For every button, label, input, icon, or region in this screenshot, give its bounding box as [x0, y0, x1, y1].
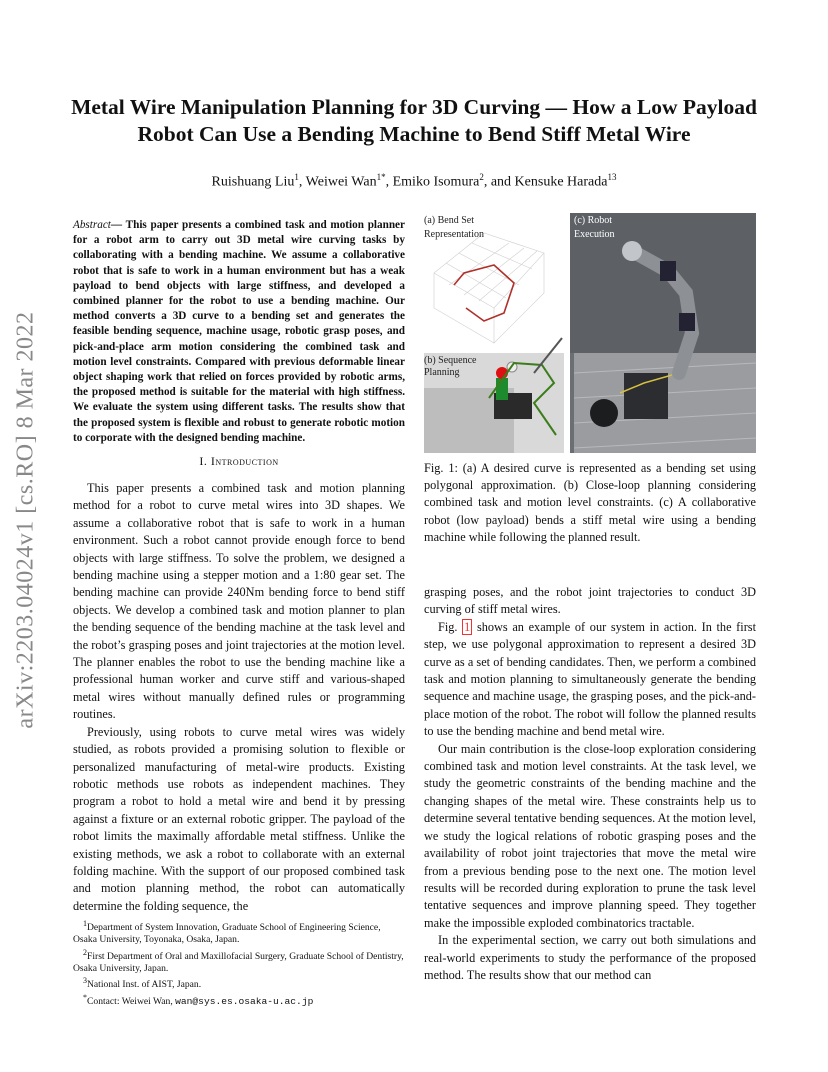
contact-email[interactable]: wan@sys.es.osaka-u.ac.jp [175, 995, 314, 1007]
paragraph: This paper presents a combined task and motion planning method for a robot to curve metal wires into 3D shapes. We assume a collaborative robot that is safe to work in a human environment. Such a robot cannot provide enough force to bend objects with large stiffness. To solve the problem, we designed a bending machine using a stepper motion and a 1:80 gear set. The bending machine can provide 240Nm bending force to bend stiff objects. We develop a combined task and motion planner to plan the bending sequence of the bending machine at the task level and the robot’s grasping poses and joint trajectories at the motion level. The planner enables the robot to use the bending machine like a professional human worker and curve stiff and various-shaped metal wires without manually defined rules or programming routines. [73, 481, 405, 722]
arxiv-watermark [6, 290, 46, 750]
robot-joint-band [679, 313, 695, 331]
robot-joint-band [660, 261, 676, 281]
label-c-line1: (c) Robot [574, 215, 613, 226]
abstract-label: Abstract [73, 219, 111, 231]
author: Weiwei Wan [305, 174, 377, 190]
paragraph: In the experimental section, we carry out both simulations and real-world experiments to study the performance of the proposed method. The results show that our method can [424, 933, 756, 982]
abstract [73, 218, 405, 446]
author-line: Ruishuang Liu$^1$, Weiwei Wan$^{1*}$, Emiko Isomura$^2$, and Kensuke Harada$^{13}$ [211, 172, 617, 190]
paragraph: Previously, using robots to curve metal wires was widely studied, as robots provided a promising solution to flexible or personalized manufacturing of metal-wire products. Existing robotic methods use robots as independent machines. They program a robot to hold a metal wire and bend it by pressing against a fixture or an external robotic gripper. The payload of the robot limits the maximally affordable metal stiffness. Unlike the existing methods, we ask a robot to collaborate with an external folding machine. With the support of our proposed combined task and motion planning method, the robot can automatically determine the folding sequence, the [73, 724, 405, 913]
bending-machine [624, 373, 668, 419]
figure-1 [424, 213, 756, 453]
section-title: Introduction [210, 454, 279, 468]
author-affiliation: 1 [294, 172, 299, 182]
footnote: $^1$Department of System Innovation, Graduate School of Engineering Science, Osaka University, Toyonaka, Osaka, Japan. [73, 919, 381, 946]
abstract-text: — This paper presents a combined task and motion planner for a robot arm to carry out 3D metal wire curving tasks by collaborating with a bending machine. We assume a collaborative robot that is safe to work in a human environment but has a weak payload to bend objects with large stiffness, and developed a combined planner for the robot to use a bending machine. Our method converts a 3D curve to a bending set and generates the feasible bending sequence, machine usage, robotic grasp poses, and pick-and-place arm motion considering the combined task and motion level constraints. Compared with previous deformable linear object shaping work that relied on forces provided by robotic arms, the proposed method is suitable for the material with high stiffness. We evaluate the system using different tasks. The results show that the proposed system is flexible and robust to generate robotic motion to corporate with the designed bending machine. [73, 219, 405, 444]
paragraph: Our main contribution is the close-loop exploration considering combined task and motion level constraints. At the task level, we study the geometric constraints of the bending machine and the changing shapes of the metal wire. These constraints help us to determine several tentative bending sequences. At the motion level, we study the logical relations of robotic grasping poses and the availability of robot joint trajectories that move the metal wire from a previous bending pose to the next one. The motion level results will be recorded during exploration to prune the task level tentative sequences and improve planning speed. They together make the impossible exploded combinatorics tractable. [424, 741, 756, 930]
label-c-line2: Execution [574, 229, 615, 240]
label-b-line2: Planning [424, 367, 460, 378]
author: Emiko Isomura [392, 174, 480, 190]
arxiv-id: arXiv:2203.04024v1 [cs.RO] 8 Mar 2022 [12, 311, 39, 729]
paragraph: grasping poses, and the robot joint trajectories to conduct 3D curving of stiff metal wires. [424, 585, 756, 617]
paper-title: Metal Wire Manipulation Planning for 3D Curving — How a Low Payload Robot Can Use a Bending Machine to Bend Stiff Metal Wire [71, 95, 757, 146]
figure-panels [424, 213, 756, 453]
figure-caption: Fig. 1: (a) A desired curve is represented as a bending set using polygonal approximation. (b) Close-loop planning considering combined task and motion level constraints. (c) A collaborative robot (low payload) bends a stiff metal wire using a bending machine while following the planned result. [424, 461, 756, 544]
label-a-line2: Representation [424, 229, 484, 240]
footnotes [73, 918, 405, 1008]
figure-reference-link[interactable]: 1 [464, 619, 471, 634]
author-affiliation: 1* [376, 172, 386, 182]
robot-joint [622, 241, 642, 261]
footnote: $^2$First Department of Oral and Maxillofacial Surgery, Graduate School of Dentistry, Osaka University, Japan. [73, 947, 404, 974]
section-number: I. [199, 454, 208, 468]
author: Ruishuang Liu [211, 174, 295, 190]
author-affiliation: 13 [607, 172, 617, 182]
stepper-motor [590, 399, 618, 427]
label-b-line1: (b) Sequence [424, 355, 477, 366]
footnote: *Contact: Weiwei Wan, wan@sys.es.osaka-u.ac.jp [83, 992, 314, 1007]
right-column-body [424, 584, 756, 984]
intro-body [73, 480, 405, 915]
author-affiliation: 2 [479, 172, 484, 182]
footnote: $^3$National Inst. of AIST, Japan. [83, 976, 202, 991]
section-heading [73, 454, 405, 469]
label-a-line1: (a) Bend Set [424, 215, 474, 226]
paragraph: Fig. 1 shows an example of our system in action. In the first step, we use polygonal approximation to represent a desired 3D curve as a set of bending candidates. Then, we perform a combined task and motion planning to simultaneously generate the bending sequence and machine usage, the grasping poses, and the pick-and-place motion of the robot. The robot will follow the planned results to use the bending machine and bend metal wire. [424, 619, 756, 739]
author: Kensuke Harada [514, 174, 608, 190]
